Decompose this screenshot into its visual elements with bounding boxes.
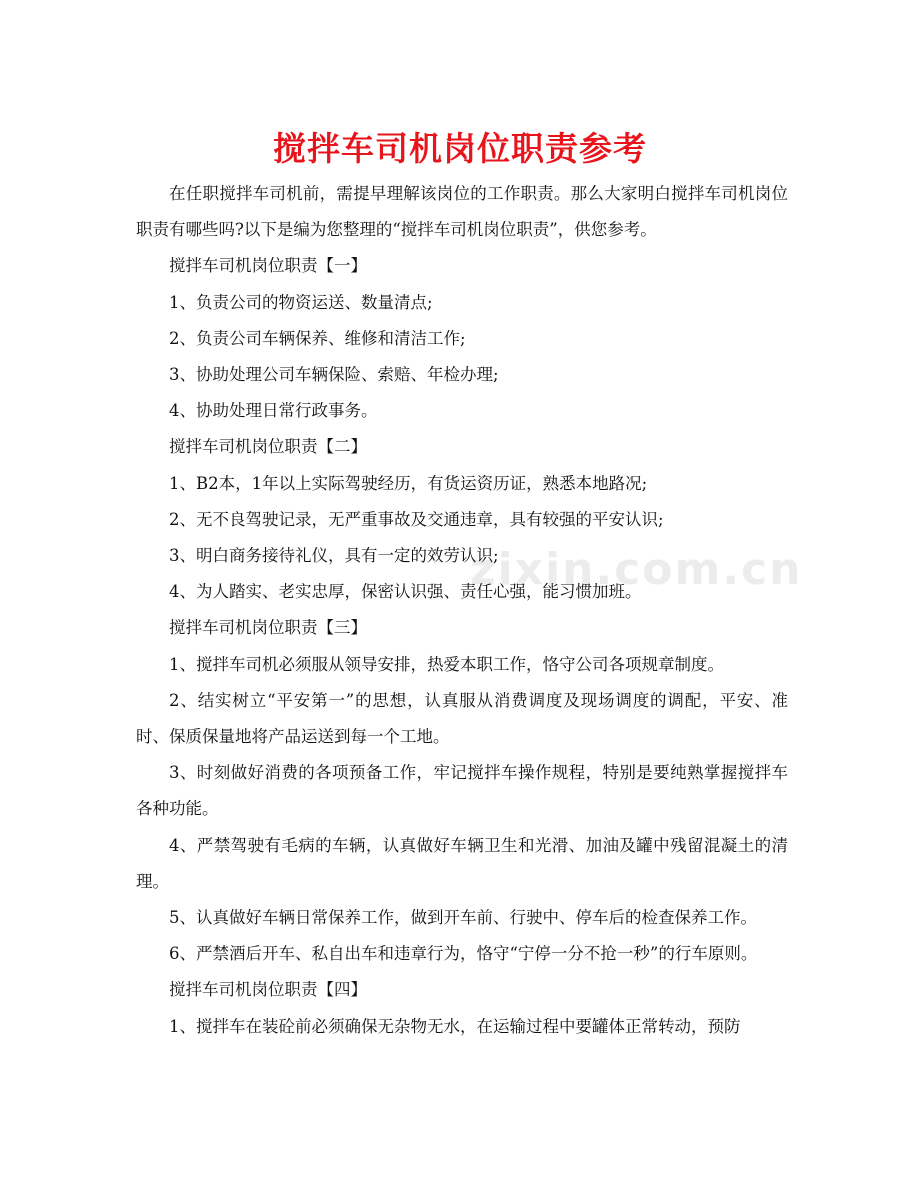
section-heading-4: 搅拌车司机岗位职责【四】 xyxy=(169,980,367,1000)
document-body xyxy=(136,176,788,1045)
watermark: zixin.com.cn xyxy=(470,544,803,595)
intro-paragraph: 在任职搅拌车司机前，需提早理解该岗位的工作职责。那么大家明白搅拌车司机岗位职责有哪些吗?以下是编为您整理的“搅拌车司机岗位职责”，供您参考。 xyxy=(136,184,788,240)
section-heading-2: 搅拌车司机岗位职责【二】 xyxy=(169,437,367,457)
list-item: 3、明白商务接待礼仪，具有一定的效劳认识; xyxy=(169,546,499,566)
list-item: 1、负责公司的物资运送、数量清点; xyxy=(169,292,433,312)
list-item: 1、搅拌车司机必须服从领导安排，热爱本职工作，恪守公司各项规章制度。 xyxy=(169,654,724,674)
list-item: 2、负责公司车辆保养、维修和清洁工作; xyxy=(169,328,466,348)
list-item: 1、搅拌车在装砼前必须确保无杂物无水，在运输过程中要罐体正常转动，预防 xyxy=(169,1016,741,1036)
list-item: 3、时刻做好消费的各项预备工作，牢记搅拌车操作规程，特别是要纯熟掌握搅拌车各种功能。 xyxy=(136,763,788,819)
list-item: 3、协助处理公司车辆保险、索赔、年检办理; xyxy=(169,365,499,385)
document-title: 搅拌车司机岗位职责参考 xyxy=(273,129,647,168)
list-item: 1、B2本，1年以上实际驾驶经历，有货运资历证，熟悉本地路况; xyxy=(169,473,648,493)
section-heading-1: 搅拌车司机岗位职责【一】 xyxy=(169,256,367,276)
list-item: 4、协助处理日常行政事务。 xyxy=(169,401,378,421)
section-heading-3: 搅拌车司机岗位职责【三】 xyxy=(169,618,367,638)
list-item: 4、为人踏实、老实忠厚，保密认识强、责任心强，能习惯加班。 xyxy=(169,582,642,602)
list-item: 4、严禁驾驶有毛病的车辆，认真做好车辆卫生和光滑、加油及罐中残留混凝土的清理。 xyxy=(136,835,788,891)
list-item: 2、无不良驾驶记录，无严重事故及交通违章，具有较强的平安认识; xyxy=(169,509,664,529)
list-item: 5、认真做好车辆日常保养工作，做到开车前、行驶中、停车后的检查保养工作。 xyxy=(169,908,757,928)
list-item: 6、严禁酒后开车、私自出车和违章行为，恪守“宁停一分不抢一秒”的行车原则。 xyxy=(169,944,758,964)
list-item: 2、结实树立“平安第一”的思想，认真服从消费调度及现场调度的调配，平安、准时、保质保量地将产品运送到每一个工地。 xyxy=(136,690,788,747)
